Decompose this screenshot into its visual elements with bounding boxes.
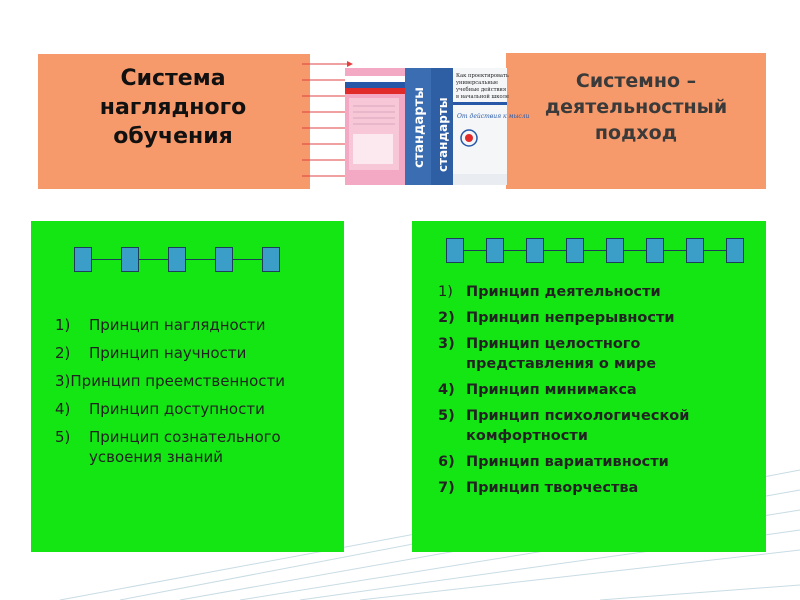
item-text: Принцип научности [89,344,247,362]
item-text-continued: представления о мире [466,356,657,372]
item-text: Принцип творчества [466,480,639,496]
chain-block [74,247,92,272]
left-title-line: Система [120,66,226,91]
book-header-line: учебные действия [456,87,507,93]
chain-link [186,259,215,260]
right-title [516,68,756,146]
item-number: 5) [55,428,71,446]
item-number: 3) [55,372,71,390]
list-item [438,452,763,472]
right-title-box [506,53,766,189]
chain-block [168,247,186,272]
item-number: 2) [438,310,455,326]
book-italic-line: От действия к мысли [457,113,530,120]
list-item [55,315,340,335]
chain-link [233,259,262,260]
item-text: Принцип непрерывности [466,310,675,326]
right-title-line: Системно – [575,70,697,92]
list-item [438,380,763,400]
chain-link [544,250,566,251]
chain-link [584,250,606,251]
chain-block [215,247,233,272]
item-text-continued: комфортности [466,428,588,444]
right-principles-panel [412,221,766,552]
item-text: Принцип преемственности [70,372,285,390]
left-title-box [38,54,310,189]
left-principles-list [55,315,340,475]
item-text: Принцип вариативности [466,454,669,470]
chain-block [121,247,139,272]
chain-block [606,238,624,263]
item-number: 4) [438,382,455,398]
list-item [55,343,340,363]
item-text: Принцип целостного [466,336,641,352]
right-title-line: подход [594,122,678,144]
item-text-continued: усвоения знаний [89,448,223,466]
chain-link [624,250,646,251]
item-number: 3) [438,336,455,352]
list-item [438,334,763,374]
chain-link [92,259,121,260]
item-text: Принцип наглядности [89,316,266,334]
book-spine-text-2: стандарты [436,97,450,172]
chain-block [526,238,544,263]
chain-link [704,250,726,251]
list-item [438,282,763,302]
book-header-line: Как проектировать [456,73,509,79]
chain-block [686,238,704,263]
item-text: Принцип деятельности [466,284,661,300]
right-title-line: деятельностный [544,96,728,118]
book-header-line: универсальные [456,80,499,86]
book-header-line: в начальной школе [456,94,510,100]
item-number: 1) [55,316,71,334]
right-principles-list [438,282,763,504]
item-text: Принцип сознательного [89,428,281,446]
item-number: 5) [438,408,455,424]
chain-link [504,250,526,251]
chain-block [566,238,584,263]
item-number: 7) [438,480,455,496]
left-principles-panel [31,221,344,552]
item-number: 1) [438,284,453,300]
list-item [55,371,340,391]
list-item [438,308,763,328]
chain-block [646,238,664,263]
list-item [55,427,340,467]
list-item [438,406,763,446]
chain-block [262,247,280,272]
list-item [55,399,340,419]
chain-link [139,259,168,260]
left-title-line: наглядного [99,95,247,120]
item-text: Принцип психологической [466,408,690,424]
left-title-line: обучения [113,124,233,149]
item-number: 6) [438,454,455,470]
item-text: Принцип минимакса [466,382,637,398]
chain-link [664,250,686,251]
item-text: Принцип доступности [89,400,265,418]
left-title [68,64,278,151]
right-block-chain [446,238,756,265]
chain-block [446,238,464,263]
chain-link [464,250,486,251]
chain-block [726,238,744,263]
list-item [438,478,763,498]
book-spine-text: стандарты [412,87,427,168]
chain-block [486,238,504,263]
item-number: 4) [55,400,71,418]
item-number: 2) [55,344,71,362]
left-block-chain [74,247,294,274]
book-covers-image [345,68,530,185]
